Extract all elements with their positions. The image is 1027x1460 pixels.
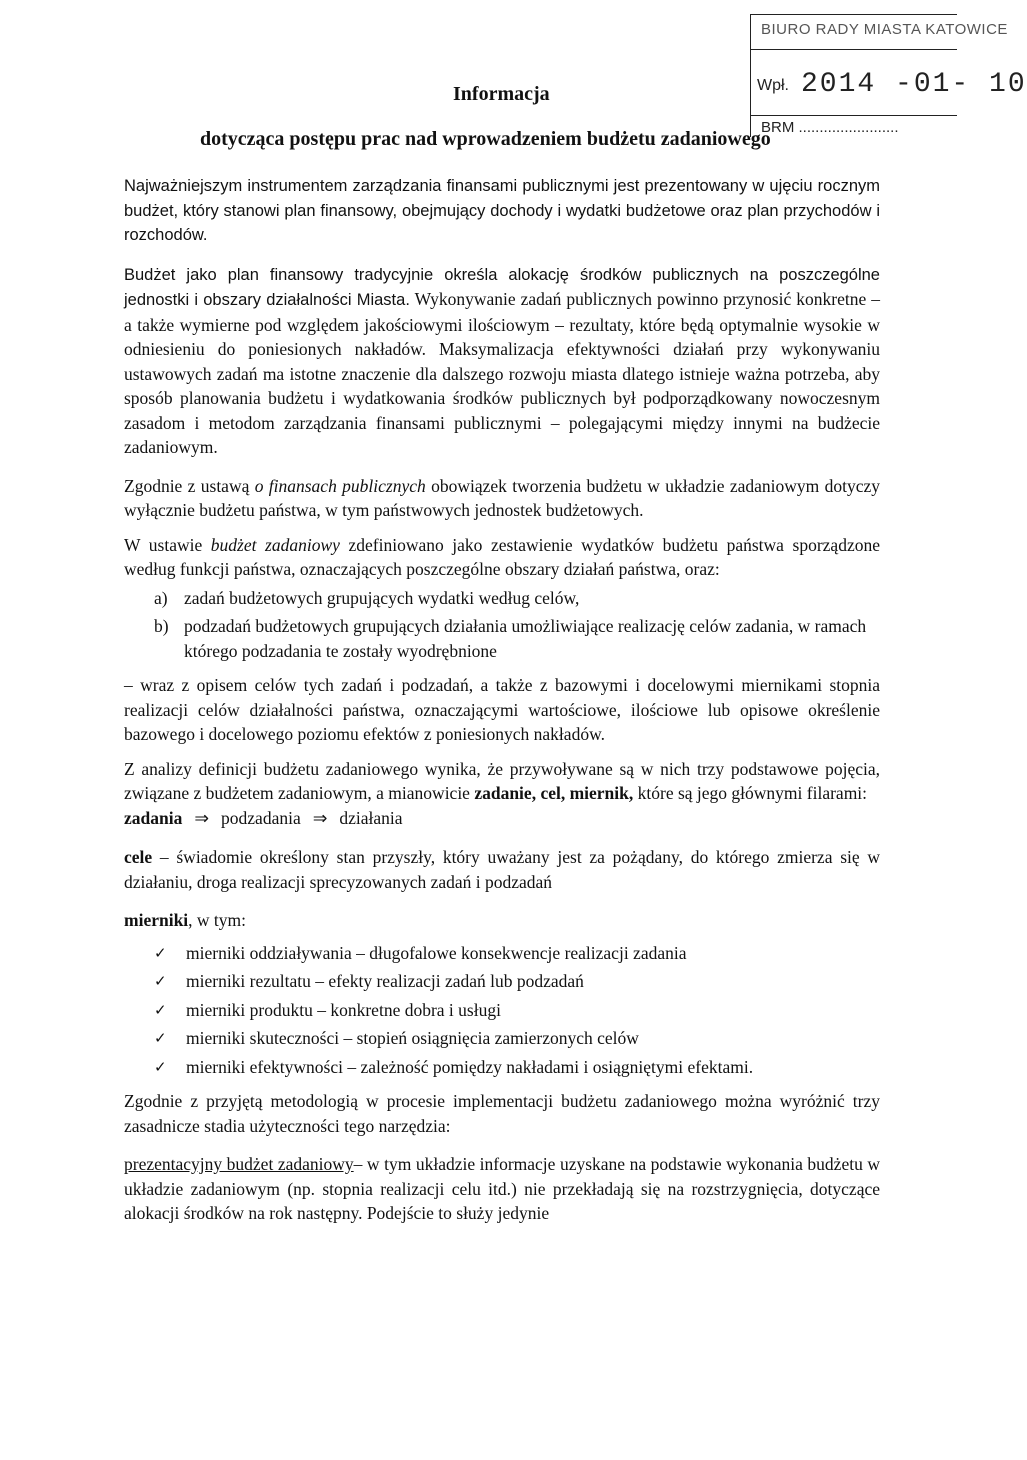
checkmark-icon: ✓ (154, 943, 167, 962)
paragraph-measures (124, 908, 880, 933)
flow-actions: działania (339, 807, 403, 828)
paragraph-methodology: Zgodnie z przyjętą metodologią w procesie implementacji budżetu zadaniowego można wyróżnić trzy zasadnicze stadia użyteczności tego narzędzia: (124, 1091, 880, 1136)
measures-list (154, 941, 880, 1080)
stamp-office-name: BIURO RADY MIASTA KATOWICE (761, 21, 1008, 38)
list-item-text: mierniki skuteczności – stopień osiągnięcia zamierzonych celów (186, 1028, 639, 1048)
list-marker: a) (154, 587, 168, 608)
statute-title: o finansach publicznych (254, 475, 426, 496)
definition-term: budżet zadaniowy (210, 534, 340, 555)
definition-post: zdefiniowano jako zestawienie wydatków budżetu państwa sporządzone według funkcji państwa, oznaczających poszczególne obszary działań państwa, oraz: (124, 534, 880, 579)
stamp-reference: BRM ........................ (761, 119, 899, 136)
statute-post: obowiązek tworzenia budżetu w układzie zadaniowym dotyczy wyłącznie budżetu państwa, w tym państwowych jednostek budżetowych. (124, 475, 880, 520)
goals-definition: – świadomie określony stan przyszły, który uważany jest za pożądany, do którego zmierza się w działaniu, droga realizacji sprecyzowanych zadań i podzadań (124, 847, 880, 892)
definition-list (154, 586, 880, 664)
checkmark-icon: ✓ (154, 1000, 167, 1019)
concepts-post: które są jego głównymi filarami: (633, 783, 868, 803)
paragraph-goals-description: – wraz z opisem celów tych zadań i podzadań, a także z bazowymi i docelowymi miernikami stopnia realizacji celów działalności państwa, oznaczającymi wartościowe, ilościowe lub opisowe określenie bazowego i docelowego poziomu efektów z poniesionych nakładów. (124, 675, 880, 744)
presentational-budget-term: prezentacyjny budżet zadaniowy (124, 1154, 354, 1174)
measures-post: , w tym: (188, 910, 247, 930)
flow-subtasks: podzadania (221, 807, 301, 828)
paragraph-definition (124, 533, 880, 582)
goals-term: cele (124, 847, 153, 867)
concepts-terms: zadanie, cel, miernik, (474, 783, 634, 803)
arrow-right-icon: ⇒ (312, 808, 328, 829)
concepts-pre: Z analizy definicji budżetu zadaniowego wynika, że przywoływane są w nich trzy podstawowe pojęcia, związane z budżetem zadaniowym, a mianowicie (124, 758, 880, 803)
list-item-text: mierniki oddziaływania – długofalowe konsekwencje realizacji zadania (186, 942, 687, 963)
paragraph-three-concepts (124, 757, 880, 806)
list-item (154, 969, 880, 994)
registry-stamp (750, 14, 1027, 137)
paragraph-budget-plan-lead: Budżet jako plan finansowy tradycyjnie określa alokację środków publicznych na poszczególne jednostki i obszary działalności Miasta. (124, 265, 880, 309)
document-body (124, 174, 880, 1226)
task-flow (124, 806, 880, 832)
paragraph-budget-plan (124, 262, 880, 460)
checkmark-icon: ✓ (154, 1057, 167, 1076)
paragraph-intro: Najważniejszym instrumentem zarządzania finansami publicznymi jest prezentowany w ujęciu rocznym budżet, który stanowi plan finansowy, obejmujący dochody i wydatki budżetowe oraz plan przychodów i rozchodów. (124, 177, 880, 244)
list-item-text: mierniki efektywności – zależność pomiędzy nakładami i osiągniętymi efektami. (186, 1056, 754, 1077)
stamp-divider (751, 49, 957, 50)
definition-pre: W ustawie (124, 534, 211, 555)
list-item-text: mierniki produktu – konkretne dobra i usługi (186, 999, 501, 1020)
stamp-received-label: Wpł. (757, 77, 789, 94)
measures-term: mierniki (124, 910, 189, 930)
presentational-budget-text: – w tym układzie informacje uzyskane na podstawie wykonania budżetu w układzie zadaniowym (np. stopnia realizacji celu itd.) nie przekładają się na rozstrzygnięcia, dotyczące alokacji środków na rok następny. Podejście to służy jedynie (124, 1154, 880, 1223)
list-item (154, 586, 880, 611)
arrow-right-icon: ⇒ (194, 808, 210, 829)
list-item (154, 614, 880, 663)
document-subtitle: dotycząca postępu prac nad wprowadzeniem budżetu zadaniowego (200, 128, 771, 150)
flow-tasks: zadania (124, 807, 183, 828)
paragraph-goals (124, 845, 880, 894)
paragraph-budget-plan-rest: Wykonywanie zadań publicznych powinno przynosić konkretne – a także wymierne pod względem jakościowymi ilościowym – rezultaty, które będą optymalnie wysokie w odniesieniu do poniesionych nakładów. Maksymalizacja efektywności działań przy wykonywaniu ustawowych zadań ma istotne znaczenie dla dalszego rozwoju miasta dlatego istnieje ważna potrzeba, aby sposób planowania budżetu i wydatkowania środków publicznych był podporządkowany nowoczesnym zasadom i metodom zarządzania finansami publicznymi – polegającymi między innymi na budżecie zadaniowym. (124, 289, 880, 457)
list-item (154, 1055, 880, 1080)
list-item-text: podzadań budżetowych grupujących działania umożliwiające realizację celów zadania, w ramach którego podzadania te zostały wyodrębnione (184, 616, 867, 661)
stamp-divider-lower (751, 115, 957, 116)
checkmark-icon: ✓ (154, 972, 167, 990)
list-item-text: zadań budżetowych grupujących wydatki według celów, (184, 587, 580, 608)
checkmark-icon: ✓ (154, 1029, 167, 1047)
list-marker: b) (154, 616, 169, 636)
paragraph-presentational-budget (124, 1152, 880, 1226)
list-item-text: mierniki rezultatu – efekty realizacji zadań lub podzadań (186, 971, 584, 991)
document-title: Informacja (453, 83, 550, 105)
list-item (154, 941, 880, 966)
paragraph-statute (124, 474, 880, 523)
list-item (154, 1026, 880, 1051)
stamp-received-date: 2014 -01- 10 (801, 69, 1027, 100)
list-item (154, 998, 880, 1023)
statute-pre: Zgodnie z ustawą (124, 475, 255, 496)
